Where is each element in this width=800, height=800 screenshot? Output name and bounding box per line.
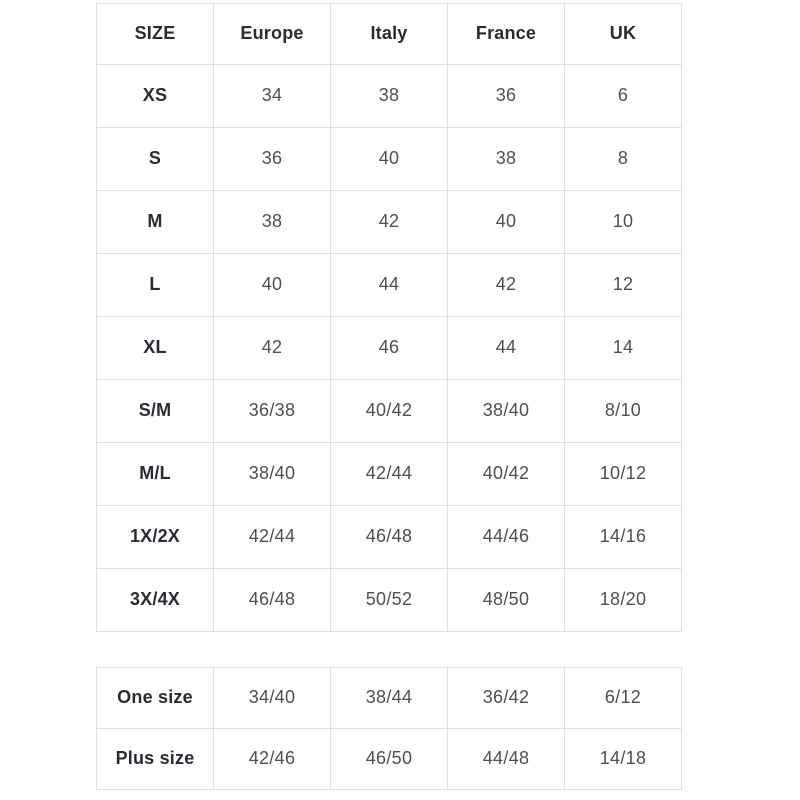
size-value-cell: 42 [448,254,565,317]
size-value-cell: 40/42 [331,380,448,443]
size-value-cell: 46/48 [331,506,448,569]
size-value-cell: 42 [214,317,331,380]
size-value-cell: 42/44 [214,506,331,569]
size-label-cell: 3X/4X [97,569,214,632]
size-label-cell: 1X/2X [97,506,214,569]
size-value-cell: 38/44 [331,668,448,729]
special-sizes-table [96,667,682,790]
size-value-cell: 36/38 [214,380,331,443]
table-row [97,254,682,317]
size-value-cell: 44/46 [448,506,565,569]
column-header-europe: Europe [214,4,331,65]
size-rows [97,65,682,632]
size-value-cell: 10 [565,191,682,254]
size-value-cell: 6/12 [565,668,682,729]
column-header-uk: UK [565,4,682,65]
size-value-cell: 40 [448,191,565,254]
column-header-france: France [448,4,565,65]
table-row [97,569,682,632]
size-label-cell: M/L [97,443,214,506]
size-label-cell: L [97,254,214,317]
size-value-cell: 40 [214,254,331,317]
size-value-cell: 40 [331,128,448,191]
size-value-cell: 18/20 [565,569,682,632]
size-value-cell: 40/42 [448,443,565,506]
size-value-cell: 48/50 [448,569,565,632]
size-value-cell: 14/16 [565,506,682,569]
table-row [97,128,682,191]
column-header-size: SIZE [97,4,214,65]
size-value-cell: 34 [214,65,331,128]
size-value-cell: 44/48 [448,729,565,790]
size-value-cell: 38 [448,128,565,191]
size-value-cell: 38/40 [214,443,331,506]
table-header-row [97,4,682,65]
size-value-cell: 14/18 [565,729,682,790]
size-label-cell: Plus size [97,729,214,790]
table-row [97,317,682,380]
size-value-cell: 44 [448,317,565,380]
table-row [97,729,682,790]
size-value-cell: 14 [565,317,682,380]
size-value-cell: 6 [565,65,682,128]
size-value-cell: 8/10 [565,380,682,443]
column-header-italy: Italy [331,4,448,65]
table-row [97,380,682,443]
size-value-cell: 42/46 [214,729,331,790]
size-value-cell: 46 [331,317,448,380]
size-value-cell: 36 [214,128,331,191]
size-value-cell: 46/48 [214,569,331,632]
size-conversion-table [96,3,682,632]
size-value-cell: 36/42 [448,668,565,729]
size-label-cell: S [97,128,214,191]
size-value-cell: 38/40 [448,380,565,443]
size-value-cell: 12 [565,254,682,317]
table-header [97,4,682,65]
size-value-cell: 50/52 [331,569,448,632]
size-value-cell: 10/12 [565,443,682,506]
size-label-cell: One size [97,668,214,729]
size-value-cell: 36 [448,65,565,128]
size-label-cell: M [97,191,214,254]
size-value-cell: 38 [331,65,448,128]
size-value-cell: 42/44 [331,443,448,506]
size-value-cell: 8 [565,128,682,191]
table-row [97,65,682,128]
special-size-rows [97,668,682,790]
size-value-cell: 46/50 [331,729,448,790]
size-label-cell: S/M [97,380,214,443]
table-row [97,443,682,506]
size-label-cell: XS [97,65,214,128]
size-value-cell: 34/40 [214,668,331,729]
size-value-cell: 38 [214,191,331,254]
table-row [97,191,682,254]
size-value-cell: 44 [331,254,448,317]
table-row [97,506,682,569]
table-row [97,668,682,729]
size-value-cell: 42 [331,191,448,254]
size-label-cell: XL [97,317,214,380]
